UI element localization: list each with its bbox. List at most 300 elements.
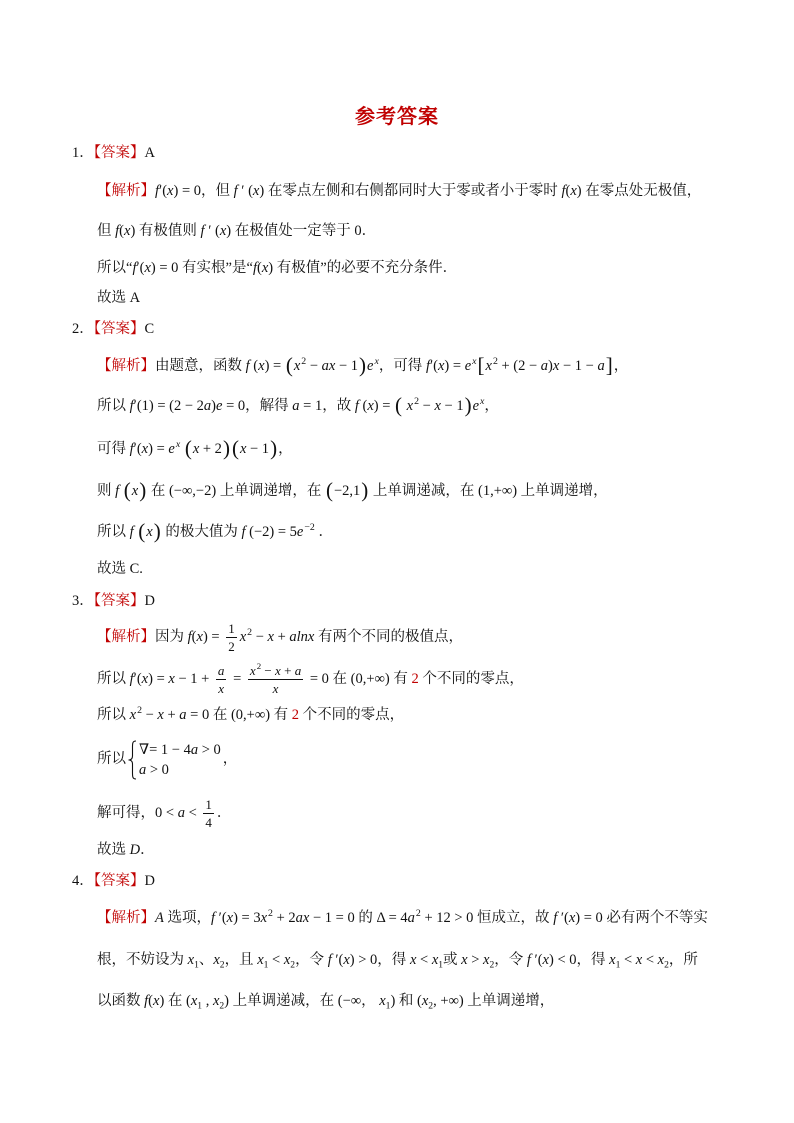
text-run: ) = <box>373 398 395 414</box>
text-run: + 2 <box>199 441 222 457</box>
analysis-line <box>97 384 499 428</box>
text-run: ，令 <box>295 952 328 968</box>
text-run: 由题意，函数 <box>155 358 246 374</box>
text-run: ) = <box>264 358 285 374</box>
text-run: 4 <box>205 815 212 831</box>
text-run: ) 有极值”的必要不充分条件． <box>268 260 458 276</box>
text-run: 解可得，0 < <box>97 805 178 821</box>
text-run: ) > 0，得 <box>349 952 410 968</box>
text-run: = 0 在 (0,+∞) 有 <box>186 707 292 723</box>
math-variable: f <box>129 671 134 687</box>
text-run: ∇= 1 − 4 <box>139 741 191 758</box>
text-run: ， <box>613 358 629 374</box>
text-run: ) = 0 必有两个不等实 <box>575 910 708 926</box>
math-variable: x <box>212 993 220 1009</box>
text-run: −2,1 <box>333 483 361 499</box>
highlighted-text: 【解析】 <box>97 910 155 926</box>
text-run: 所以 <box>97 671 130 687</box>
fraction-numerator <box>226 621 237 638</box>
text-run: < <box>642 952 658 968</box>
large-bracket: ] <box>605 352 613 377</box>
text-run: = 0，解得 <box>222 398 293 414</box>
math-variable: a <box>540 358 549 374</box>
math-variable: x <box>406 398 414 414</box>
text-run: 1 <box>228 620 235 636</box>
subscript: 1 <box>194 959 199 971</box>
large-bracket: ) <box>464 392 472 417</box>
analysis-line <box>97 693 404 737</box>
math-variable: x <box>409 952 417 968</box>
math-variable: a <box>292 398 300 414</box>
math-variable: f <box>526 952 531 968</box>
text-run: > 0 <box>198 741 221 758</box>
text-run: ′( <box>159 183 168 199</box>
math-variable: x <box>485 358 492 374</box>
answer-label: 【答案】 <box>93 593 145 609</box>
math-variable: f <box>327 952 332 968</box>
highlighted-text: 【解析】 <box>97 183 155 199</box>
text-run: ) 有极值则 <box>130 223 201 239</box>
fraction-numerator <box>248 663 303 680</box>
fraction-numerator <box>203 797 214 814</box>
text-run: (−2) = 5 <box>245 524 297 540</box>
text-run: ) 在极值处一定等于 0． <box>226 223 377 239</box>
text-run: ) 在 ( <box>159 993 191 1009</box>
math-variable: x <box>635 952 643 968</box>
math-variable: x <box>239 629 247 645</box>
fraction-numerator <box>216 663 227 680</box>
math-variable: a <box>597 358 605 374</box>
text-run: − 1 <box>246 441 270 457</box>
math-variable: f <box>245 358 250 374</box>
highlighted-text: 2 <box>291 707 300 723</box>
question-number: 3． <box>72 593 94 609</box>
text-run: 2 <box>228 639 235 655</box>
superscript: x <box>374 356 379 368</box>
math-variable: x <box>657 952 665 968</box>
large-bracket: ( <box>184 435 192 460</box>
text-run: 选项， <box>163 910 211 926</box>
text-run: 、 <box>198 952 214 968</box>
math-variable: x <box>168 671 175 687</box>
math-variable: x <box>283 952 291 968</box>
text-run: 根，不妨设为 <box>97 952 188 968</box>
math-variable: a <box>139 761 147 778</box>
math-variable: x <box>146 524 153 540</box>
superscript: x <box>472 356 477 368</box>
equation-system <box>127 740 221 780</box>
text-run: 但 <box>97 223 116 239</box>
text-run: ( <box>565 183 571 199</box>
text-run: − <box>261 662 276 678</box>
math-variable: f <box>233 183 238 199</box>
text-run: − 1 <box>335 358 358 374</box>
text-run: ) <box>211 398 217 414</box>
text-run: , +∞) 上单调递增， <box>433 993 555 1009</box>
text-run: ， <box>484 398 499 414</box>
math-variable: x <box>570 183 577 199</box>
text-run: 故选 <box>97 842 130 858</box>
math-variable: x <box>257 952 264 968</box>
math-variable: x <box>367 398 374 414</box>
text-run: > 0 <box>146 761 169 778</box>
math-variable: x <box>343 952 350 968</box>
text-run: ，令 <box>494 952 527 968</box>
text-run: ) 上单调递减，在 (−∞， <box>224 993 380 1009</box>
text-run: − 1 <box>440 398 464 414</box>
analysis-line <box>97 979 554 1023</box>
subscript: 1 <box>263 959 269 971</box>
text-run: ′( <box>215 910 227 926</box>
text-run: ) = <box>444 358 465 374</box>
text-run: 可得 <box>97 441 130 457</box>
text-run: ( <box>119 223 124 239</box>
large-bracket: ( <box>138 518 146 543</box>
answer-choice: D <box>144 593 155 609</box>
text-run: 所以 <box>97 398 130 414</box>
text-run: − <box>252 629 268 645</box>
text-run: + <box>163 707 180 723</box>
math-variable: x <box>293 358 301 374</box>
fraction <box>248 663 303 697</box>
math-variable: x <box>252 183 260 199</box>
superscript: 2 <box>414 396 420 408</box>
math-variable: a <box>190 741 199 758</box>
subscript: 2 <box>664 959 669 971</box>
page-title: 参考答案 <box>355 106 439 128</box>
text-run: ′( <box>429 358 438 374</box>
question-number: 1． <box>72 145 94 161</box>
math-variable: x <box>196 629 203 645</box>
text-run: ，可得 <box>378 358 426 374</box>
text-run: ) = <box>148 671 169 687</box>
math-variable: f <box>425 358 430 374</box>
text-run: − <box>141 707 158 723</box>
analysis-line <box>97 246 457 290</box>
question-number: 2． <box>72 321 94 337</box>
text-run: + (2 − <box>497 358 541 374</box>
text-run: − 1 − <box>559 358 598 374</box>
math-variable: x <box>437 358 445 374</box>
superscript: 2 <box>247 627 253 639</box>
math-variable: x <box>226 910 234 926</box>
math-variable: e <box>296 524 304 540</box>
math-variable: f <box>115 483 120 499</box>
superscript: −2 <box>304 522 315 534</box>
text-run: ′ ( <box>237 183 253 199</box>
math-variable: x <box>218 681 225 697</box>
math-variable: x <box>131 483 139 499</box>
large-bracket: ) <box>361 477 369 502</box>
text-run: 的极大值为 <box>161 524 242 540</box>
text-run: + <box>273 629 290 645</box>
text-run: ) <box>548 358 553 374</box>
analysis-line <box>97 938 698 982</box>
text-run: = 0 在 (0,+∞) 有 <box>306 671 412 687</box>
text-run <box>134 524 138 540</box>
math-variable: f <box>144 993 149 1009</box>
left-brace-icon <box>127 740 137 780</box>
math-variable: f <box>252 260 257 276</box>
math-variable: a <box>179 707 187 723</box>
math-variable: f <box>115 223 120 239</box>
text-run: ) 在零点处无极值， <box>576 183 702 199</box>
large-bracket: ) <box>153 518 161 543</box>
analysis-line <box>97 344 628 388</box>
math-variable: a <box>294 662 302 678</box>
text-run: < <box>416 952 432 968</box>
math-variable: x <box>141 671 149 687</box>
math-variable: x <box>157 707 164 723</box>
math-variable: x <box>239 441 247 457</box>
math-variable: e <box>168 441 175 457</box>
text-run: = <box>229 671 245 687</box>
text-run: ) = <box>148 441 169 457</box>
large-bracket: ( <box>285 352 293 377</box>
math-variable: f <box>129 524 134 540</box>
equation-system-rows <box>137 740 221 780</box>
math-variable: x <box>379 993 386 1009</box>
large-bracket: ( <box>123 477 131 502</box>
math-variable: e <box>367 358 374 374</box>
equation-row <box>139 740 221 760</box>
superscript: 2 <box>137 705 142 717</box>
math-variable: e <box>216 398 223 414</box>
fraction <box>226 621 237 655</box>
text-run: ′( <box>530 952 543 968</box>
text-run: ′( <box>133 671 142 687</box>
math-variable: f <box>129 398 134 414</box>
text-run: 以函数 <box>97 993 145 1009</box>
text-run: 因为 <box>155 629 188 645</box>
text-run: 或 <box>443 952 462 968</box>
text-run: ′( <box>557 910 569 926</box>
large-bracket: ( <box>395 392 403 417</box>
text-run: ，所 <box>668 952 698 968</box>
large-bracket: ) <box>359 352 366 377</box>
text-run: + 12 > 0 恒成立，故 <box>420 910 554 926</box>
text-run: 上单调递减，在 (1,+∞) 上单调递增， <box>369 483 608 499</box>
text-run: ) 在零点左侧和右侧都同时大于零或者小于零时 <box>259 183 562 199</box>
analysis-line <box>97 427 293 471</box>
math-variable: x <box>542 952 549 968</box>
text-run: 有两个不同的极值点， <box>314 629 463 645</box>
text-run: ( <box>249 358 259 374</box>
text-run: ′( <box>331 952 344 968</box>
text-run: ． <box>314 524 333 540</box>
answer-choice: D <box>144 873 155 889</box>
math-variable: a <box>407 910 415 926</box>
superscript: x <box>480 396 485 408</box>
answer-label: 【答案】 <box>93 321 145 337</box>
subscript: 2 <box>428 1000 434 1012</box>
math-variable: x <box>141 441 149 457</box>
math-variable: ax <box>295 910 310 926</box>
math-variable: x <box>190 993 198 1009</box>
math-variable: x <box>609 952 616 968</box>
text-run: ( <box>148 993 153 1009</box>
text-run: > <box>467 952 484 968</box>
math-variable: e <box>472 398 480 414</box>
text-run: − 1 + <box>174 671 213 687</box>
subscript: 1 <box>615 959 621 971</box>
text-run: ． <box>216 805 232 821</box>
text-run: ) = 0，但 <box>173 183 234 199</box>
subscript: 2 <box>219 1000 225 1012</box>
math-variable: x <box>421 993 429 1009</box>
text-run: ) = 3 <box>233 910 261 926</box>
math-variable: x <box>219 223 227 239</box>
math-variable: f <box>155 183 160 199</box>
text-run: ) < 0，得 <box>548 952 610 968</box>
text-run: 所以 <box>97 524 130 540</box>
math-variable: x <box>124 223 131 239</box>
text-run: ′(1) = (2 − 2 <box>133 398 204 414</box>
math-variable: x <box>272 681 279 697</box>
math-variable: x <box>167 183 174 199</box>
text-run: ( <box>358 398 368 414</box>
math-variable: x <box>129 707 137 723</box>
text-run: , <box>202 993 213 1009</box>
math-variable: x <box>552 358 560 374</box>
answer-choice: A <box>144 145 155 161</box>
text-run: + <box>280 662 295 678</box>
math-variable: x <box>434 398 441 414</box>
math-variable: f <box>210 910 216 926</box>
math-variable: A <box>155 910 164 926</box>
text-run: < <box>268 952 284 968</box>
text-run: 在 (−∞,−2) 上单调递增，在 <box>147 483 325 499</box>
math-variable: f <box>200 223 205 239</box>
analysis-line <box>97 896 708 940</box>
math-variable: x <box>249 662 256 678</box>
text-run: ( <box>256 260 262 276</box>
text-run: ′ ( <box>204 223 220 239</box>
text-run: ′( <box>133 441 142 457</box>
math-variable: x <box>275 662 281 678</box>
subscript: 2 <box>219 959 225 971</box>
math-variable: x <box>260 910 268 926</box>
math-variable: x <box>431 952 439 968</box>
superscript: x <box>175 439 181 451</box>
text-run: ， <box>278 441 293 457</box>
superscript: 2 <box>415 908 421 920</box>
answer-label: 【答案】 <box>93 873 145 889</box>
text-run: 故选 C. <box>97 561 143 577</box>
text-run: < <box>620 952 636 968</box>
text-run: < <box>184 805 201 821</box>
subscript: 1 <box>438 959 444 971</box>
math-variable: x <box>483 952 490 968</box>
text-run: − <box>419 398 435 414</box>
answer-label: 【答案】 <box>93 145 145 161</box>
text-run: 所以 <box>97 707 130 723</box>
text-run: 所以 <box>97 751 126 767</box>
text-run: ) = <box>202 629 224 645</box>
math-variable: f <box>241 524 246 540</box>
superscript: 2 <box>268 908 273 920</box>
math-variable: D <box>129 842 141 858</box>
fraction-denominator <box>203 813 214 831</box>
fraction <box>216 663 227 697</box>
math-variable: x <box>461 952 468 968</box>
math-variable: a <box>177 805 185 821</box>
text-run: ，且 <box>224 952 258 968</box>
text-run: ( <box>191 629 197 645</box>
math-variable: f <box>553 910 558 926</box>
large-bracket: [ <box>477 352 485 377</box>
analysis-line <box>97 469 608 513</box>
text-run: 则 <box>97 483 116 499</box>
text-run: ) = 0 有实根”是“ <box>150 260 253 276</box>
text-run: − 1 = 0 的 Δ = 4 <box>309 910 408 926</box>
math-variable: x <box>144 260 151 276</box>
math-variable: f <box>354 398 359 414</box>
fraction-denominator <box>226 637 237 655</box>
math-variable: x <box>261 260 269 276</box>
text-run: 故选 A <box>97 290 141 306</box>
large-bracket: ( <box>325 477 333 502</box>
subscript: 2 <box>290 959 296 971</box>
subscript: 1 <box>385 1000 391 1012</box>
superscript: 2 <box>256 661 262 672</box>
math-variable: ax <box>321 358 336 374</box>
analysis-line <box>97 169 701 213</box>
math-variable: x <box>187 952 195 968</box>
large-bracket: ( <box>231 435 239 460</box>
text-run: 个不同的零点， <box>299 707 405 723</box>
text-run <box>119 483 123 499</box>
math-variable: f <box>132 260 137 276</box>
subscript: 1 <box>197 1000 203 1012</box>
text-run: 个不同的零点， <box>418 671 524 687</box>
math-variable: f <box>561 183 566 199</box>
text-run <box>180 441 184 457</box>
subscript: 2 <box>489 959 495 971</box>
text-run: − <box>306 358 322 374</box>
math-variable: f <box>129 441 134 457</box>
math-variable: e <box>464 358 472 374</box>
math-variable: x <box>568 910 576 926</box>
highlighted-text: 【解析】 <box>97 629 155 645</box>
math-variable: x <box>258 358 265 374</box>
math-variable: x <box>153 993 160 1009</box>
highlighted-text: 【解析】 <box>97 358 155 374</box>
superscript: 2 <box>301 356 307 368</box>
text-run: ) 和 ( <box>390 993 422 1009</box>
fraction <box>203 797 214 831</box>
math-variable: x <box>192 441 200 457</box>
text-run: ， <box>222 751 238 767</box>
math-variable: x <box>267 629 274 645</box>
large-bracket: ) <box>270 435 278 460</box>
superscript: 2 <box>492 356 498 368</box>
analysis-line <box>97 615 463 659</box>
highlighted-text: 2 <box>411 671 419 687</box>
math-variable: f <box>187 629 192 645</box>
math-variable: a <box>203 398 212 414</box>
text-run: ． <box>140 842 155 858</box>
answer-choice: C <box>144 321 155 337</box>
large-bracket: ) <box>139 477 147 502</box>
text-run: + 2 <box>272 910 296 926</box>
large-bracket: ) <box>222 435 230 460</box>
question-number: 4． <box>72 873 94 889</box>
text-run: = 1，故 <box>299 398 355 414</box>
text-run: ′( <box>136 260 145 276</box>
analysis-line <box>97 737 237 781</box>
equation-row <box>139 760 221 780</box>
